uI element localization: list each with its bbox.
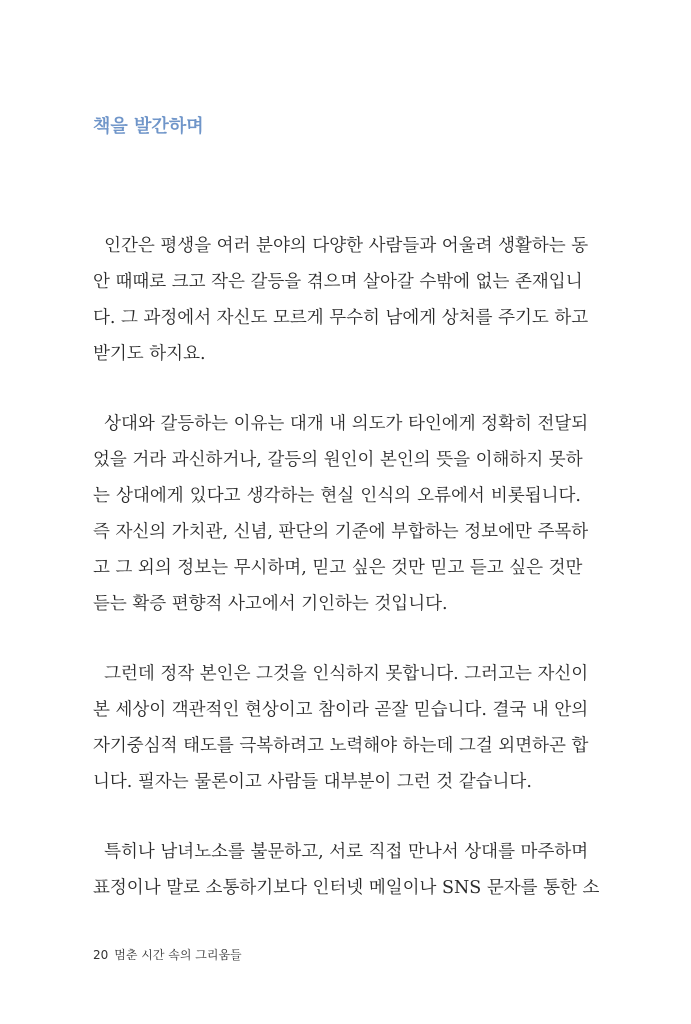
text-line: 니다. 필자는 물론이고 사람들 대부분이 그런 것 같습니다.: [93, 772, 532, 792]
section-heading: 책을 발간하며: [93, 116, 204, 137]
text-line: 는 상대에게 있다고 생각하는 현실 인식의 오류에서 비롯됩니다.: [93, 486, 581, 506]
text-line: 고 그 외의 정보는 무시하며, 믿고 싶은 것만 믿고 듣고 싶은 것만: [93, 558, 583, 578]
text-line: 본 세상이 객관적인 현상이고 참이라 곧잘 믿습니다. 결국 내 안의: [93, 700, 589, 720]
text-line: 그런데 정작 본인은 그것을 인식하지 못합니다. 그러고는 자신이: [93, 664, 589, 684]
paragraph-2: [93, 406, 589, 622]
paragraph-1: [93, 228, 589, 372]
text-line: 특히나 남녀노소를 불문하고, 서로 직접 만나서 상대를 마주하며: [93, 842, 589, 862]
paragraph-4: [93, 834, 600, 906]
text-line: 다. 그 과정에서 자신도 모르게 무수히 남에게 상처를 주기도 하고: [93, 308, 589, 328]
body-text: [93, 228, 600, 940]
text-line: 표정이나 말로 소통하기보다 인터넷 메일이나 SNS 문자를 통한 소: [93, 878, 600, 898]
paragraph-3: [93, 656, 589, 800]
page-number: 20: [93, 948, 109, 962]
text-line: 상대와 갈등하는 이유는 대개 내 의도가 타인에게 정확히 전달되: [93, 414, 589, 434]
text-line: 받기도 하지요.: [93, 344, 206, 364]
text-line: 안 때때로 크고 작은 갈등을 겪으며 살아갈 수밖에 없는 존재입니: [93, 272, 583, 292]
text-line: 즉 자신의 가치관, 신념, 판단의 기준에 부합하는 정보에만 주목하: [93, 522, 589, 542]
text-line: 었을 거라 과신하거나, 갈등의 원인이 본인의 뜻을 이해하지 못하: [93, 450, 583, 470]
page-footer: [93, 946, 242, 963]
text-line: 자기중심적 태도를 극복하려고 노력해야 하는데 그걸 외면하곤 합: [93, 736, 589, 756]
text-line: 인간은 평생을 여러 분야의 다양한 사람들과 어울려 생활하는 동: [93, 236, 589, 256]
running-title: 멈춘 시간 속의 그리움들: [114, 948, 242, 962]
text-line: 듣는 확증 편향적 사고에서 기인하는 것입니다.: [93, 594, 448, 614]
